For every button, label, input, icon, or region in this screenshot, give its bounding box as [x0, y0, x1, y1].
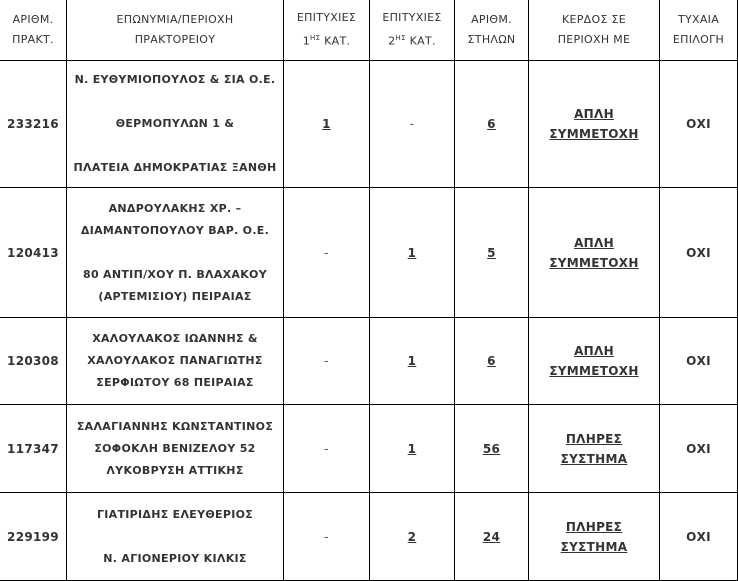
second-category-wins[interactable]: 1 [370, 318, 455, 405]
second-category-wins[interactable]: 2 [370, 493, 455, 581]
win-area-link[interactable]: ΑΠΛΗ ΣΥΜΜΕΤΟΧΗ [529, 61, 660, 188]
second-category-wins[interactable]: 1 [370, 405, 455, 493]
columns-count[interactable]: 5 [455, 188, 529, 318]
header-row [0, 0, 738, 61]
agency-name: ΑΝΔΡΟΥΛΑΚΗΣ ΧΡ. – ΔΙΑΜΑΝΤΟΠΟΥΛΟΥ ΒΑΡ. Ο.Ε. 80 ΑΝΤΙΠ/ΧΟΥ Π. ΒΛΑΧΑΚΟΥ (ΑΡΤΕΜΙΣΙΟΥ) ΠΕΙΡΑΙΑΣ [67, 188, 284, 318]
win-area-link[interactable]: ΠΛΗΡΕΣ ΣΥΣΤΗΜΑ [529, 493, 660, 581]
header-win-area: ΚΕΡΔΟΣ ΣΕ ΠΕΡΙΟΧΗ ΜΕ [529, 0, 660, 61]
random-pick: ΟΧΙ [660, 493, 738, 581]
header-agency-number: ΑΡΙΘΜ. ΠΡΑΚΤ. [0, 0, 67, 61]
first-category-wins: - [284, 405, 370, 493]
header-first-category-wins: ΕΠΙΤΥΧΙΕΣ $1^{H\Sigma}$ ΚΑΤ. [284, 0, 370, 61]
agency-name: ΓΙΑΤΙΡΙΔΗΣ ΕΛΕΥΘΕΡΙΟΣ Ν. ΑΓΙΟΝΕΡΙΟΥ ΚΙΛΚΙΣ [67, 493, 284, 581]
random-pick: ΟΧΙ [660, 188, 738, 318]
agency-number: 120308 [0, 318, 67, 405]
agency-number: 229199 [0, 493, 67, 581]
columns-count[interactable]: 56 [455, 405, 529, 493]
agency-number: 233216 [0, 61, 67, 188]
first-category-wins: - [284, 318, 370, 405]
table-row [0, 61, 738, 188]
first-category-wins: - [284, 493, 370, 581]
win-area-link[interactable]: ΑΠΛΗ ΣΥΜΜΕΤΟΧΗ [529, 318, 660, 405]
table-row [0, 493, 738, 581]
first-category-wins[interactable]: 1 [284, 61, 370, 188]
header-columns-count: ΑΡΙΘΜ. ΣΤΗΛΩΝ [455, 0, 529, 61]
table-row [0, 405, 738, 493]
table-row [0, 318, 738, 405]
header-second-category-wins: ΕΠΙΤΥΧΙΕΣ $2^{H\Sigma}$ ΚΑΤ. [370, 0, 455, 61]
agency-name: ΣΑΛΑΓΙΑΝΝΗΣ ΚΩΝΣΤΑΝΤΙΝΟΣ ΣΟΦΟΚΛΗ ΒΕΝΙΖΕΛΟΥ 52 ΛΥΚΟΒΡΥΣΗ ΑΤΤΙΚΗΣ [67, 405, 284, 493]
random-pick: ΟΧΙ [660, 318, 738, 405]
columns-count[interactable]: 6 [455, 318, 529, 405]
random-pick: ΟΧΙ [660, 61, 738, 188]
agency-name: ΧΑΛΟΥΛΑΚΟΣ ΙΩΑΝΝΗΣ & ΧΑΛΟΥΛΑΚΟΣ ΠΑΝΑΓΙΩΤΗΣ ΣΕΡΦΙΩΤΟΥ 68 ΠΕΙΡΑΙΑΣ [67, 318, 284, 405]
table-row [0, 188, 738, 318]
agency-number: 120413 [0, 188, 67, 318]
first-category-wins: - [284, 188, 370, 318]
win-area-link[interactable]: ΑΠΛΗ ΣΥΜΜΕΤΟΧΗ [529, 188, 660, 318]
win-area-link[interactable]: ΠΛΗΡΕΣ ΣΥΣΤΗΜΑ [529, 405, 660, 493]
columns-count[interactable]: 6 [455, 61, 529, 188]
second-category-wins[interactable]: 1 [370, 188, 455, 318]
agency-number: 117347 [0, 405, 67, 493]
agency-name: Ν. ΕΥΘΥΜΙΟΠΟΥΛΟΣ & ΣΙΑ Ο.Ε. ΘΕΡΜΟΠΥΛΩΝ 1 & ΠΛΑΤΕΙΑ ΔΗΜΟΚΡΑΤΙΑΣ ΞΑΝΘΗ [67, 61, 284, 188]
second-category-wins: - [370, 61, 455, 188]
header-agency-name: ΕΠΩΝΥΜΙΑ/ΠΕΡΙΟΧΗ ΠΡΑΚΤΟΡΕΙΟΥ [67, 0, 284, 61]
random-pick: ΟΧΙ [660, 405, 738, 493]
columns-count[interactable]: 24 [455, 493, 529, 581]
header-random-pick: ΤΥΧΑΙΑ ΕΠΙΛΟΓΗ [660, 0, 738, 61]
